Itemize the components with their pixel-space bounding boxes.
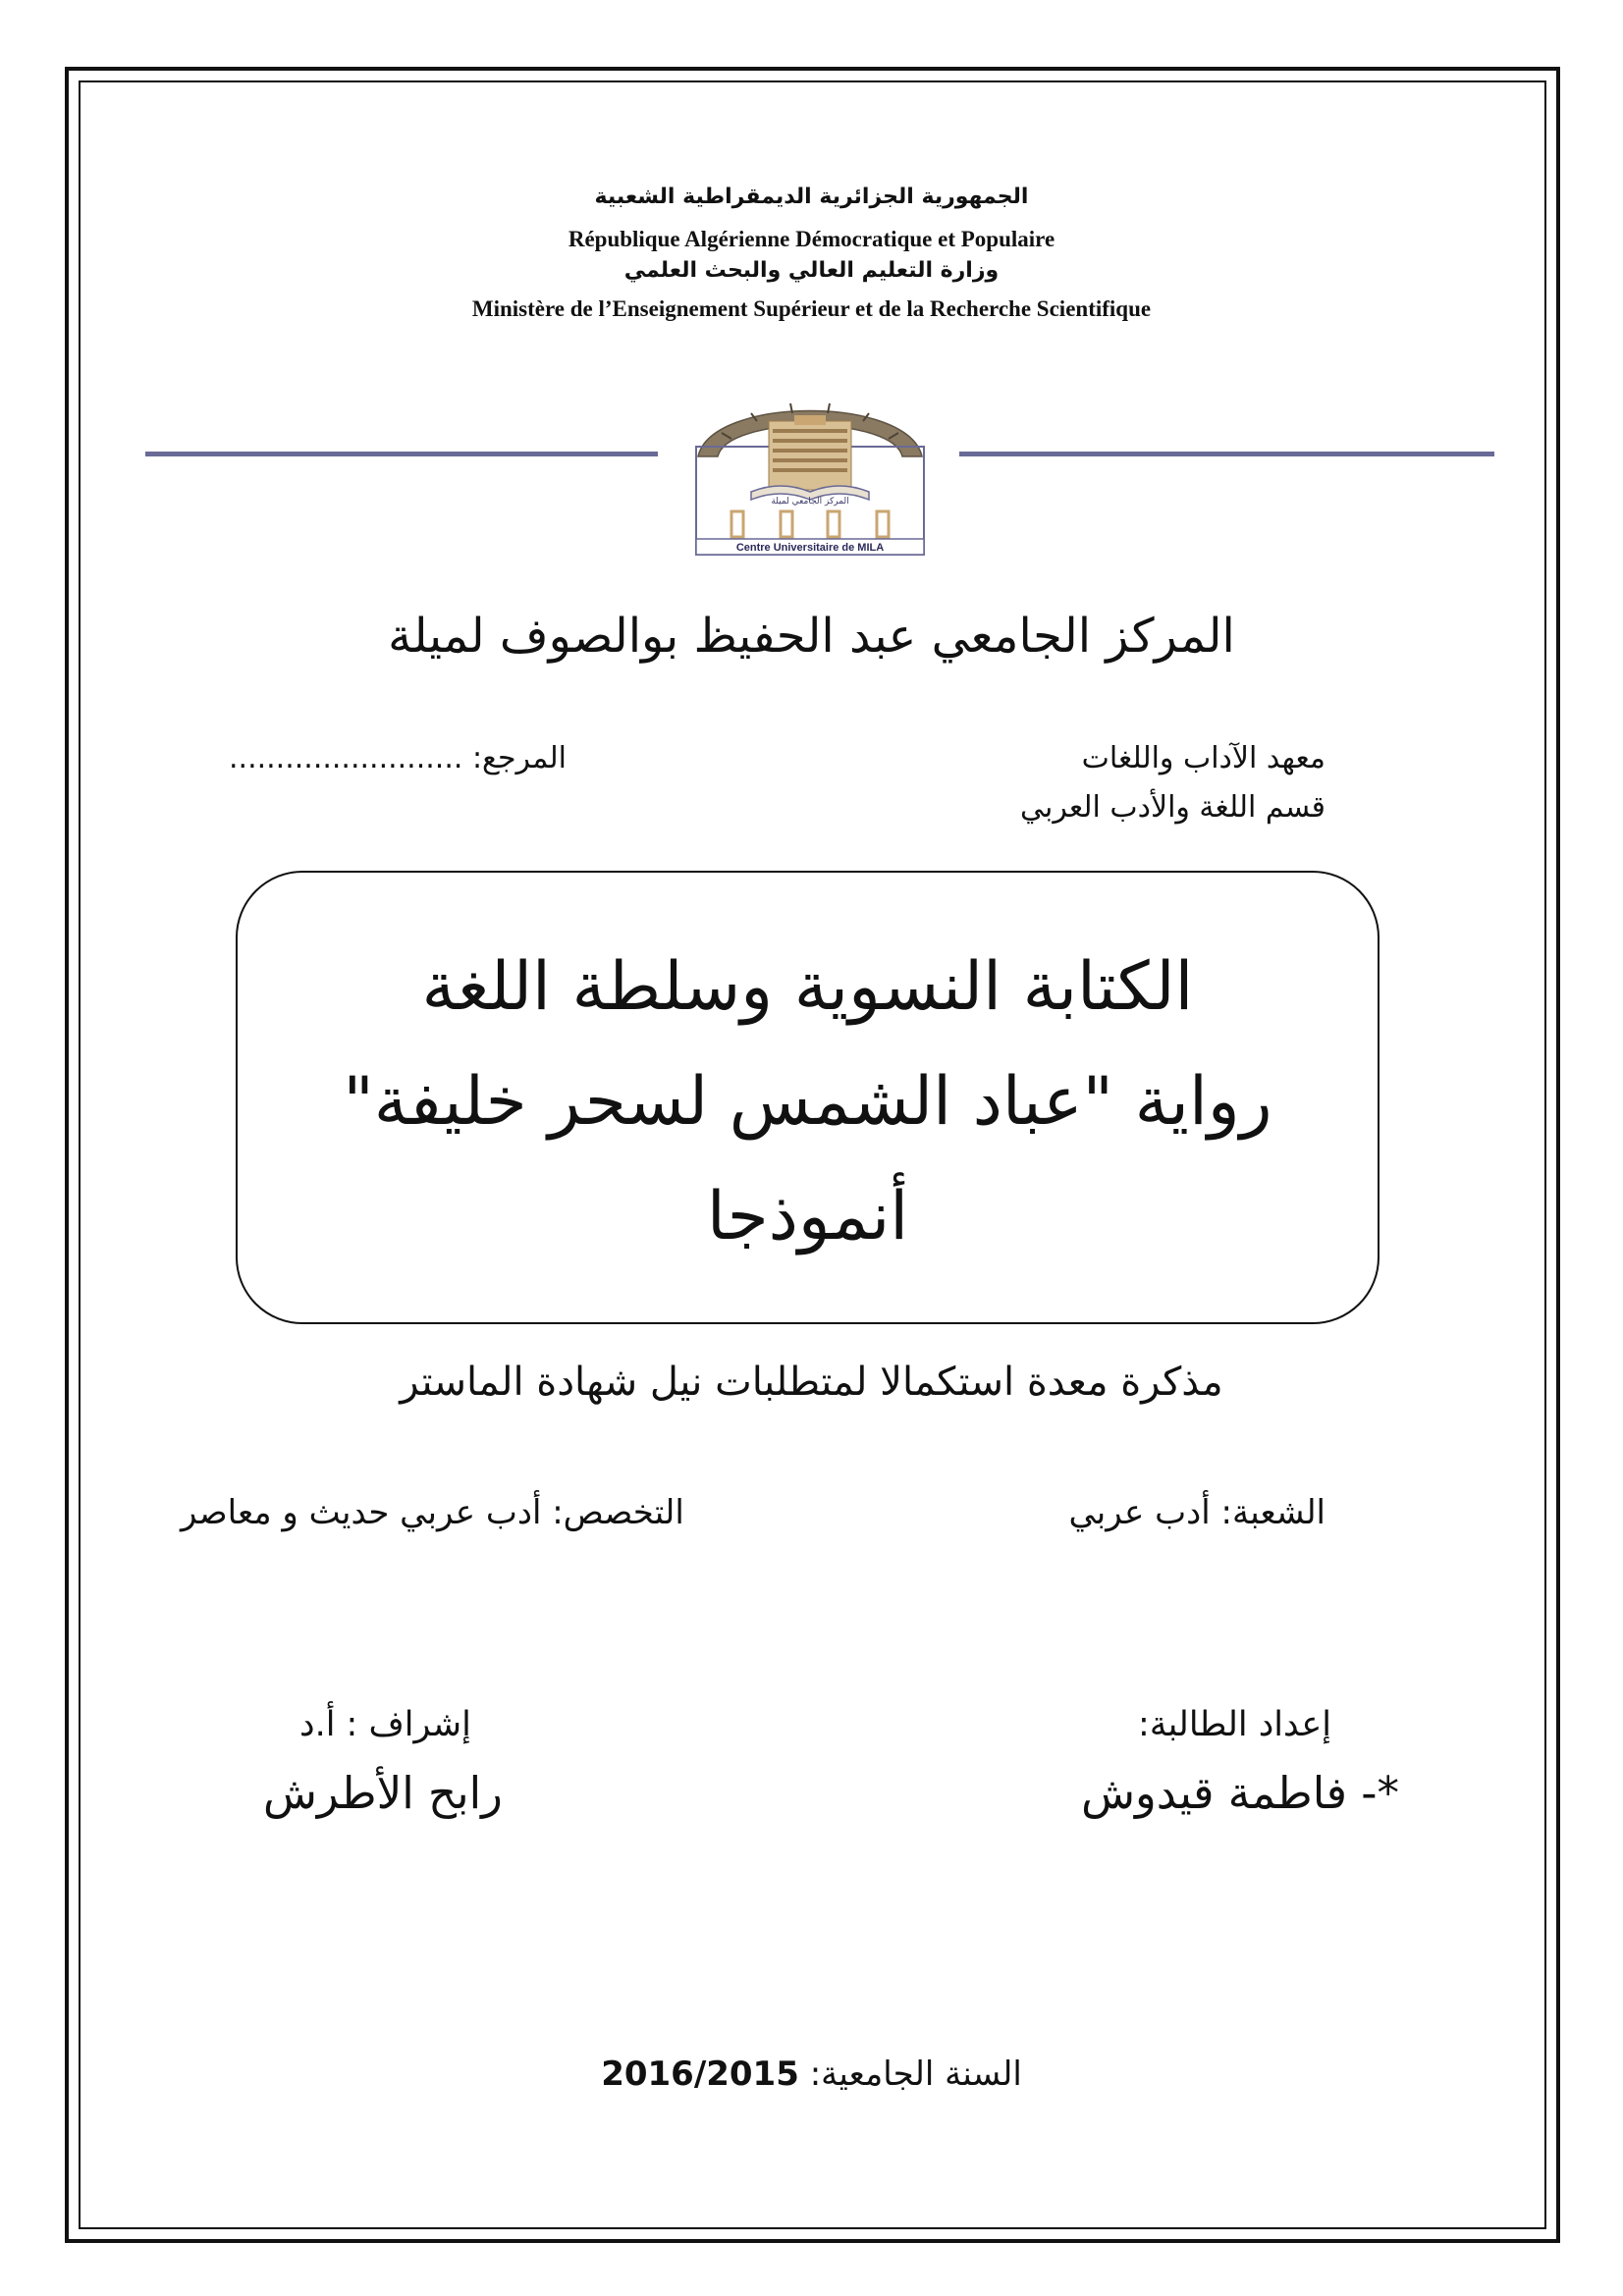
divider-left [145,452,658,456]
ministry-arabic: وزارة التعليم العالي والبحث العلمي [623,258,1000,283]
thesis-title-line-1: الكتابة النسوية وسلطة اللغة [421,948,1194,1026]
republic-french: République Algérienne Démocratique et Populaire [568,227,1055,251]
student-label: إعداد الطالبة: [1138,1705,1331,1744]
academic-year [0,2055,1623,2094]
supervisor-name: رابح الأطرش [263,1767,503,1819]
ministry-french: Ministère de l’Enseignement Supérieur et de la Recherche Scientifique [471,296,1152,321]
university-logo [692,386,928,557]
logo-caption: Centre Universitaire de MILA [735,542,885,554]
department-name: قسم اللغة والأدب العربي [1019,790,1325,825]
specialty-field: التخصص: أدب عربي حديث و معاصر [181,1493,684,1532]
supervisor-label: إشراف : أ.د [299,1705,471,1744]
logo-inner-text: المركز الجامعي لميلة [771,497,849,507]
university-name: المركز الجامعي عبد الحفيظ بوالصوف لميلة [388,609,1235,664]
academic-year-value: 2016/2015 [601,2055,799,2094]
academic-year-label: السنة الجامعية: [809,2055,1022,2094]
branch-field: الشعبة: أدب عربي [1068,1493,1325,1532]
reference-field: المرجع: ......................... [229,741,567,775]
memo-statement: مذكرة معدة استكمالا لمتطلبات نيل شهادة الماستر [400,1360,1223,1405]
divider-right [959,452,1494,456]
student-name: *- فاطمة قيدوش [1081,1767,1399,1819]
institute-name: معهد الآداب واللغات [1081,741,1325,775]
thesis-title-line-3: أنموذجا [706,1178,909,1255]
republic-arabic: الجمهورية الجزائرية الديمقراطية الشعبية [594,185,1029,209]
thesis-title-line-2: رواية "عباد الشمس لسحر خليفة" [343,1063,1272,1141]
